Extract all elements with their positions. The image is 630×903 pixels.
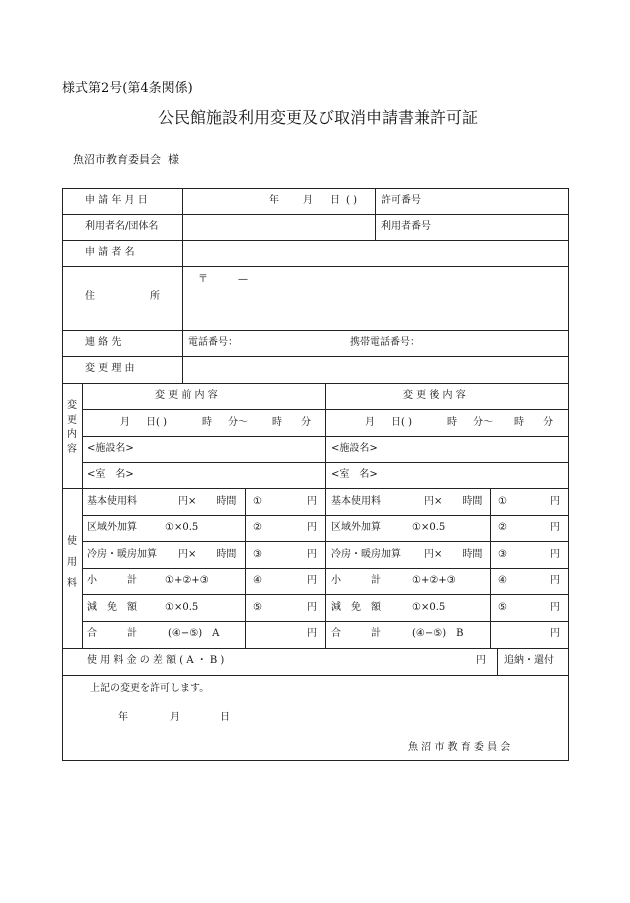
- fee-row-yen: 円: [550, 549, 560, 560]
- after-hour-to: 時: [514, 417, 524, 428]
- fee-difference-yen: 円: [476, 655, 486, 666]
- fee-row-yen: 円: [307, 496, 317, 507]
- fee-row-num: ③: [253, 549, 262, 560]
- after-change-header: 変 更 後 内 容: [403, 390, 466, 401]
- fee-row-name: 冷房・暖房加算: [331, 549, 401, 560]
- application-date-label: 申 請 年 月 日: [85, 195, 148, 206]
- after-facility-label: <施設名>: [331, 443, 378, 454]
- fee-row-name: 小 計: [331, 575, 381, 586]
- before-room-label: <室 名>: [87, 469, 134, 480]
- fee-row-calc: ①×0.5: [412, 602, 446, 613]
- fee-row-yen: 円: [550, 602, 560, 613]
- date-month: 月: [303, 195, 313, 206]
- fee-row-calc: 円× 時間: [424, 496, 483, 507]
- total-after-yen: 円: [550, 628, 560, 639]
- fee-difference-action: 追納・還付: [504, 655, 554, 666]
- change-content-side-label: 変 更 内 容: [67, 400, 77, 455]
- total-before-name: 合 計: [87, 628, 137, 639]
- fee-row-yen: 円: [550, 496, 560, 507]
- before-day: 日( ): [146, 417, 167, 428]
- before-minute-from: 分〜: [228, 417, 248, 428]
- approval-month: 月: [170, 712, 180, 723]
- fee-row-calc: ①+②+③: [412, 575, 456, 586]
- before-change-header: 変 更 前 内 容: [155, 390, 218, 401]
- total-after-calc: (④−⑤) B: [412, 628, 464, 639]
- fee-row-name: 冷房・暖房加算: [87, 549, 157, 560]
- fee-row-calc: 円× 時間: [178, 549, 237, 560]
- mobile-label: 携帯電話番号：: [350, 337, 420, 348]
- total-after-name: 合 計: [331, 628, 381, 639]
- user-number-label: 利用者番号: [381, 221, 431, 232]
- fee-row-name: 基本使用料: [87, 496, 137, 507]
- page-title: 公民館施設利用変更及び取消申請書兼許可証: [158, 108, 479, 127]
- approval-text: 上記の変更を許可します。: [90, 683, 210, 694]
- address-label-1: 住: [85, 291, 95, 302]
- total-before-calc: (④−⑤) A: [168, 628, 220, 639]
- total-before-yen: 円: [307, 628, 317, 639]
- user-name-label: 利用者名/団体名: [85, 221, 159, 232]
- after-hour: 時: [447, 417, 457, 428]
- fee-row-num: ⑤: [498, 602, 507, 613]
- date-year: 年: [269, 195, 279, 206]
- after-room-label: <室 名>: [331, 469, 378, 480]
- date-weekday: ( ): [346, 195, 357, 206]
- fee-row-name: 小 計: [87, 575, 137, 586]
- addressee-honorific: 様: [168, 153, 179, 166]
- after-day: 日( ): [391, 417, 412, 428]
- issuer-name: 魚 沼 市 教 育 委 員 会: [408, 742, 511, 753]
- fee-row-num: ③: [498, 549, 507, 560]
- fee-row-name: 区域外加算: [87, 522, 137, 533]
- permit-number-label: 許可番号: [381, 195, 421, 206]
- fee-row-yen: 円: [307, 602, 317, 613]
- fee-row-num: ④: [498, 575, 507, 586]
- before-hour-to: 時: [272, 417, 282, 428]
- phone-label: 電話番号：: [188, 337, 238, 348]
- fee-row-num: ①: [498, 496, 507, 507]
- fee-row-yen: 円: [307, 575, 317, 586]
- before-facility-label: <施設名>: [87, 443, 134, 454]
- fee-row-num: ④: [253, 575, 262, 586]
- address-label-2: 所: [150, 291, 160, 302]
- after-minute-to: 分: [543, 417, 553, 428]
- before-month: 月: [120, 417, 130, 428]
- fee-row-name: 区域外加算: [331, 522, 381, 533]
- fee-row-yen: 円: [307, 549, 317, 560]
- postal-mark: 〒: [198, 274, 208, 285]
- fee-row-calc: ①+②+③: [165, 575, 209, 586]
- change-reason-label: 変 更 理 由: [85, 363, 135, 374]
- fee-row-yen: 円: [550, 575, 560, 586]
- postal-dash: —: [238, 274, 248, 285]
- fee-row-num: ②: [253, 522, 262, 533]
- before-hour: 時: [202, 417, 212, 428]
- fee-row-calc: 円× 時間: [424, 549, 483, 560]
- before-minute-to: 分: [301, 417, 311, 428]
- fee-difference-label: 使 用 料 金 の 差 額 ( A ・ B ): [87, 655, 225, 666]
- fee-row-name: 減 免 額: [87, 602, 137, 613]
- fee-row-calc: ①×0.5: [165, 602, 199, 613]
- fee-row-yen: 円: [550, 522, 560, 533]
- fee-row-num: ⑤: [253, 602, 262, 613]
- after-minute-from: 分〜: [473, 417, 493, 428]
- approval-day: 日: [220, 712, 230, 723]
- fee-row-num: ②: [498, 522, 507, 533]
- form-number: 様式第2号(第4条関係): [62, 81, 193, 96]
- addressee: 魚沼市教育委員会: [73, 153, 161, 166]
- contact-label: 連 絡 先: [85, 337, 122, 348]
- fee-row-name: 基本使用料: [331, 496, 381, 507]
- fee-row-calc: ①×0.5: [412, 522, 446, 533]
- fee-row-yen: 円: [307, 522, 317, 533]
- approval-year: 年: [118, 712, 128, 723]
- fee-row-calc: ①×0.5: [165, 522, 199, 533]
- fee-row-name: 減 免 額: [331, 602, 381, 613]
- fee-row-calc: 円× 時間: [178, 496, 237, 507]
- fee-side-label: 使 用 料: [67, 536, 77, 589]
- after-month: 月: [365, 417, 375, 428]
- fee-row-num: ①: [253, 496, 262, 507]
- applicant-label: 申 請 者 名: [85, 247, 135, 258]
- date-day: 日: [330, 195, 340, 206]
